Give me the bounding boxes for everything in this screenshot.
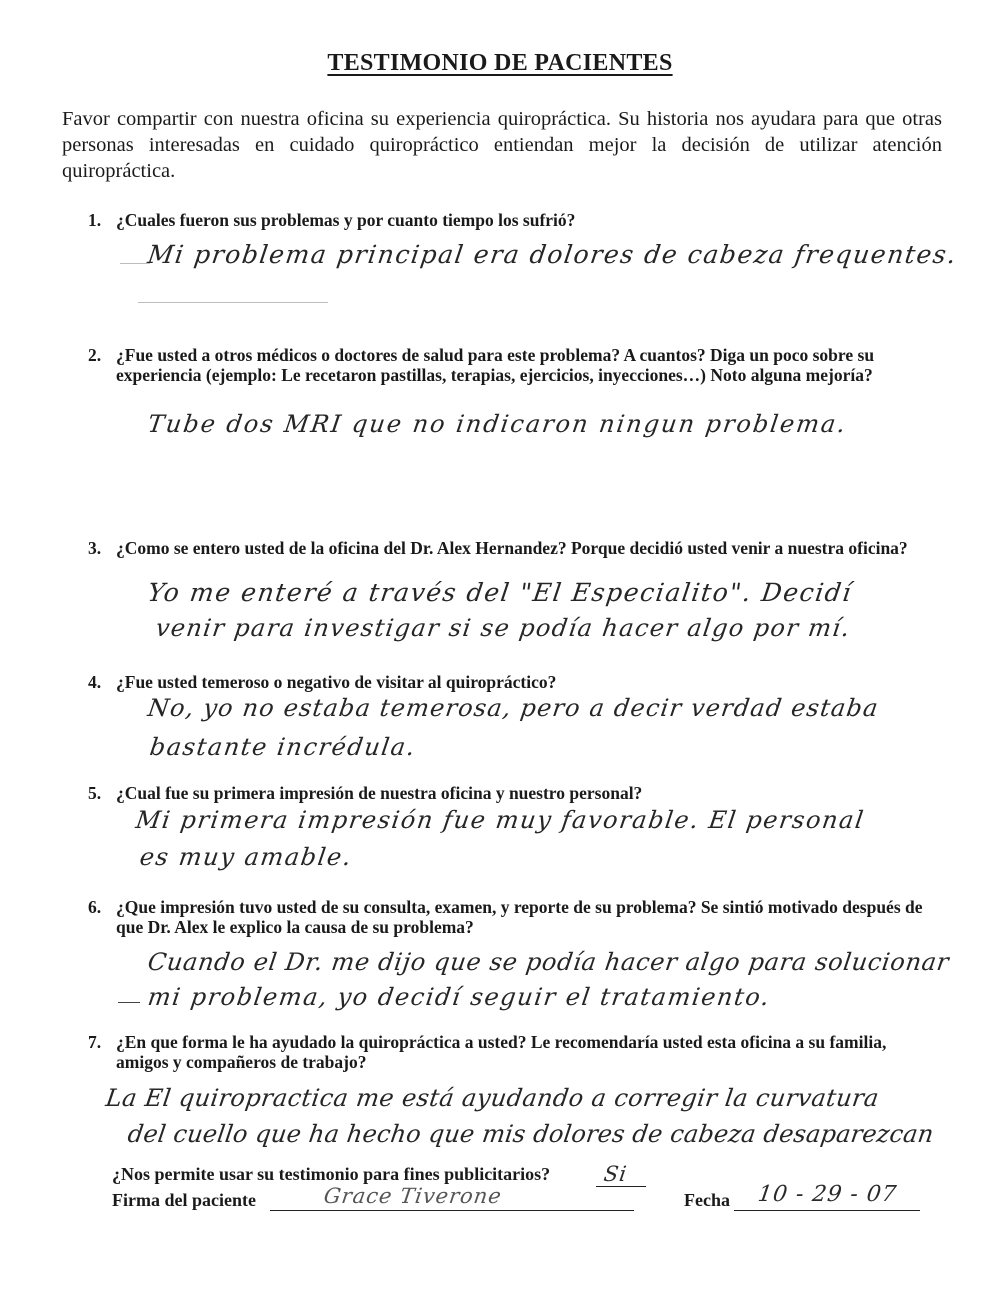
answer-5-line-1: Mi primera impresión fue muy favorable. El personal [134,806,867,834]
question-number: 2. [88,345,102,365]
question-text: ¿Cuales fueron sus problemas y por cuanto tiempo los sufrió? [116,210,576,230]
question-number: 5. [88,783,102,803]
question-number: 6. [88,897,102,917]
answer-3-line-1: Yo me enteré a través del "El Especialito". Decidí [145,578,855,607]
answer-6-line-1: Cuando el Dr. me dijo que se podía hacer algo para solucionar [146,948,952,976]
question-number: 3. [88,538,102,558]
permission-question: ¿Nos permite usar su testimonio para fines publicitarios? [112,1164,551,1184]
question-text: ¿En que forma le ha ayudado la quiropráctica a usted? Le recomendaría usted esta oficina a su familia, amigos y compañeros de trabajo? [116,1032,887,1072]
question-text: ¿Cual fue su primera impresión de nuestra oficina y nuestro personal? [116,783,643,803]
answer-7-line-2: del cuello que ha hecho que mis dolores de cabeza desaparezcan [126,1120,936,1148]
question-text: ¿Fue usted temeroso o negativo de visitar al quiropráctico? [116,672,557,692]
question-text: ¿Fue usted a otros médicos o doctores de salud para este problema? A cuantos? Diga un poco sobre su experiencia (ejemplo: Le recetaron pastillas, terapias, ejercicios, inyecciones…) Noto alguna mejoría? [116,345,875,385]
question-number: 1. [88,210,102,230]
answer-line [120,263,150,264]
answer-7-line-1: La El quiropractica me está ayudando a corregir la curvatura [104,1084,881,1112]
date-line [734,1210,920,1211]
answer-line [138,302,328,303]
answer-1-line-1: Mi problema principal era dolores de cabeza frequentes. [145,240,960,269]
date-value: 10 - 29 - 07 [756,1182,899,1207]
patient-signature: Grace Tiverone [322,1184,504,1208]
question-number: 7. [88,1032,102,1052]
answer-line [118,1002,140,1003]
answer-2-line-1: Tube dos MRI que no indicaron ningun problema. [146,410,849,438]
permission-answer: Si [602,1162,629,1186]
question-number: 4. [88,672,102,692]
date-label: Fecha [684,1190,730,1210]
answer-4-line-1: No, yo no estaba temerosa, pero a decir verdad estaba [146,694,881,722]
question-text: ¿Que impresión tuvo usted de su consulta, examen, y reporte de su problema? Se sintió motivado después de que Dr. Alex le explico la causa de su problema? [116,897,923,937]
signature-label: Firma del paciente [112,1190,256,1210]
intro-text: Favor compartir con nuestra oficina su experiencia quiropráctica. Su historia nos ayudara para que otras personas interesadas en cuidado quiropráctico entiendan mejor la decisión de utilizar atención quiropráctica. [62,108,942,182]
question-text: ¿Como se entero usted de la oficina del Dr. Alex Hernandez? Porque decidió usted venir a nuestra oficina? [116,538,908,558]
answer-3-line-2: venir para investigar si se podía hacer algo por mí. [154,614,853,642]
answer-5-line-2: es muy amable. [138,843,355,871]
answer-4-line-2: bastante incrédula. [148,733,418,761]
form-title: TESTIMONIO DE PACIENTES [327,50,673,76]
permission-answer-line [596,1186,646,1187]
signature-line [270,1210,634,1211]
answer-6-line-2: mi problema, yo decidí seguir el tratamiento. [146,983,773,1011]
intro-paragraph [62,106,942,184]
